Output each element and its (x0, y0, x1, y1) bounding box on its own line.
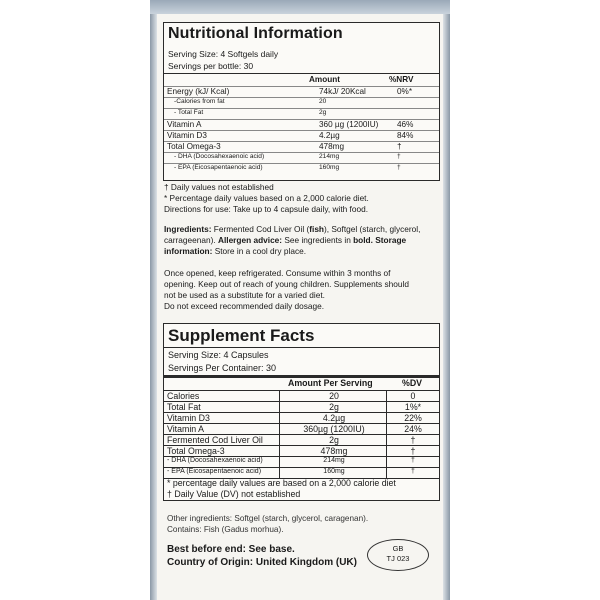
supplement-amount: 20 (329, 391, 339, 401)
ingredients-text-3: carrageenan). (164, 235, 218, 245)
nutrient-amount: 160mg (319, 164, 340, 171)
divider (164, 73, 439, 74)
supplement-dv: † (411, 457, 415, 464)
nutrition-serving-size: Serving Size: 4 Softgels daily (168, 49, 279, 59)
nutrient-name: Total Omega-3 (167, 142, 221, 151)
supplement-amount: 160mg (323, 468, 345, 475)
nutrient-amount: 214mg (319, 153, 340, 160)
ingredients-block (164, 224, 440, 257)
supplement-dv: 0 (410, 391, 416, 401)
nutrient-name: Energy (kJ/ Kcal) (167, 87, 230, 96)
oval-line-1: GB (392, 544, 404, 553)
supplement-header-row (164, 378, 439, 389)
nutrient-nrv: 46% (397, 120, 414, 129)
supplement-amount: 360µg (1200IU) (303, 424, 365, 434)
supplement-amount: 214mg (323, 457, 345, 464)
supplement-dv: 22% (404, 413, 422, 423)
nutrient-nrv: † (397, 164, 401, 171)
ingredients-line-2 (164, 235, 440, 246)
nutrient-amount: 20 (319, 98, 327, 105)
nutrient-amount: 74kJ/ 20Kcal (319, 87, 366, 96)
ingredients-label: Ingredients: (164, 224, 212, 234)
storage-label-2: information: (164, 246, 213, 256)
nutrition-title: Nutritional Information (168, 25, 343, 42)
nutrient-name: -Calories from fat (174, 98, 225, 105)
box-right-edge (442, 14, 450, 600)
amount-header: Amount (309, 75, 340, 84)
nutrition-servings-per: Servings per bottle: 30 (168, 61, 254, 71)
percentage-note: * Percentage daily values based on a 2,000 calorie diet. (164, 193, 369, 203)
nrv-header: %NRV (389, 75, 414, 84)
nutrition-header-row (164, 75, 439, 86)
nutrient-nrv: 84% (397, 131, 414, 140)
supplement-nutrient-name: Calories (167, 391, 200, 401)
divider (164, 347, 439, 348)
nutrient-nrv: † (397, 142, 402, 151)
nutrient-nrv: 0%* (397, 87, 413, 96)
allergen-fish: fish (309, 224, 325, 234)
supplement-nutrient-name: Vitamin A (167, 424, 204, 434)
column-divider (279, 390, 280, 478)
notes-block-1 (164, 182, 440, 215)
supplement-nutrient-name: Total Fat (167, 402, 201, 412)
daily-values-note: † Daily values not established (164, 182, 274, 192)
supplement-title: Supplement Facts (168, 326, 315, 345)
supplement-dv: † (410, 435, 416, 445)
nutrient-name: - EPA (Eicosapentaenoic acid) (174, 164, 263, 171)
supplement-nutrient-name: Vitamin D3 (167, 413, 210, 423)
nutrient-amount: 2g (319, 109, 327, 116)
other-ingredients-line: Other ingredients: Softgel (starch, glycerol, caragenan). (167, 514, 369, 523)
other-ingredients (167, 513, 368, 535)
supplement-serving-size: Serving Size: 4 Capsules (168, 350, 269, 360)
supplement-nutrient-name: - DHA (Docosahexaenoic acid) (167, 457, 263, 464)
allergen-label: Allergen advice: (217, 235, 283, 245)
nutrient-name: Vitamin A (167, 120, 202, 129)
supplement-amount: 2g (329, 402, 339, 412)
supplement-dv: 24% (404, 424, 422, 434)
supplement-dv: † (411, 468, 415, 475)
bold-word: bold (353, 235, 371, 245)
supplement-servings-per: Servings Per Container: 30 (168, 363, 277, 373)
gb-approval-oval (367, 539, 429, 571)
nutrient-amount: 478mg (319, 142, 345, 151)
warning-line-1: Once opened, keep refrigerated. Consume within 3 months of (164, 268, 391, 278)
warning-line-2: opening. Keep out of reach of young children. Supplements should (164, 279, 409, 289)
nutrition-row (164, 164, 439, 175)
best-before: Best before end: See base. (167, 544, 295, 555)
supplement-footnote-2 (167, 489, 442, 500)
amount-per-serving-header: Amount Per Serving (288, 378, 373, 388)
supplement-nutrient-name: - EPA (Eicosapentaenoic acid) (167, 468, 262, 475)
supplement-amount: 478mg (320, 446, 348, 456)
warnings-block (164, 268, 440, 312)
country-of-origin: Country of Origin: United Kingdom (UK) (167, 557, 357, 568)
allergen-text: See ingredients in (282, 235, 354, 245)
nutrient-amount: 360 µg (1200IU) (319, 120, 379, 129)
contains-line: Contains: Fish (Gadus morhua). (167, 525, 284, 534)
ingredients-line-1 (164, 224, 440, 235)
column-divider (386, 390, 387, 478)
supplement-nutrient-name: Total Omega-3 (167, 446, 225, 456)
supplement-facts-table (163, 323, 440, 501)
storage-text: Store in a cool dry place. (212, 246, 307, 256)
storage-label: . Storage (370, 235, 407, 245)
supplement-footnote-1 (167, 478, 442, 489)
nutrient-name: Vitamin D3 (167, 131, 207, 140)
dv-header: %DV (402, 378, 423, 388)
oval-line-2: TJ 023 (386, 554, 410, 563)
supplement-amount: 4.2µg (322, 413, 346, 423)
nutrition-table (163, 22, 440, 181)
nutrient-name: - Total Fat (174, 109, 204, 116)
box-top-edge (150, 0, 450, 14)
supplement-nutrient-name: Fermented Cod Liver Oil (167, 435, 263, 445)
nutrient-name: - DHA (Docosahexaenoic acid) (174, 153, 265, 160)
warning-line-3: not be used as a substitute for a varied diet. (164, 290, 325, 300)
nutrient-amount: 4.2µg (319, 131, 340, 140)
supplement-amount: 2g (329, 435, 339, 445)
supplement-dv: 1%* (404, 402, 422, 412)
supplement-dv: † (410, 446, 416, 456)
footnote-text: † Daily Value (DV) not established (167, 489, 301, 499)
ingredients-text: Fermented Cod Liver Oil ( (211, 224, 310, 234)
warning-line-4: Do not exceed recommended daily dosage. (164, 301, 325, 311)
ingredients-text-2: ), Softgel (starch, glycerol, (324, 224, 421, 234)
footnote-text: * percentage daily values are based on a 2,000 calorie diet (167, 478, 396, 488)
nutrient-nrv: † (397, 153, 401, 160)
directions-note: Directions for use: Take up to 4 capsule daily, with food. (164, 204, 368, 214)
ingredients-line-3 (164, 246, 440, 257)
